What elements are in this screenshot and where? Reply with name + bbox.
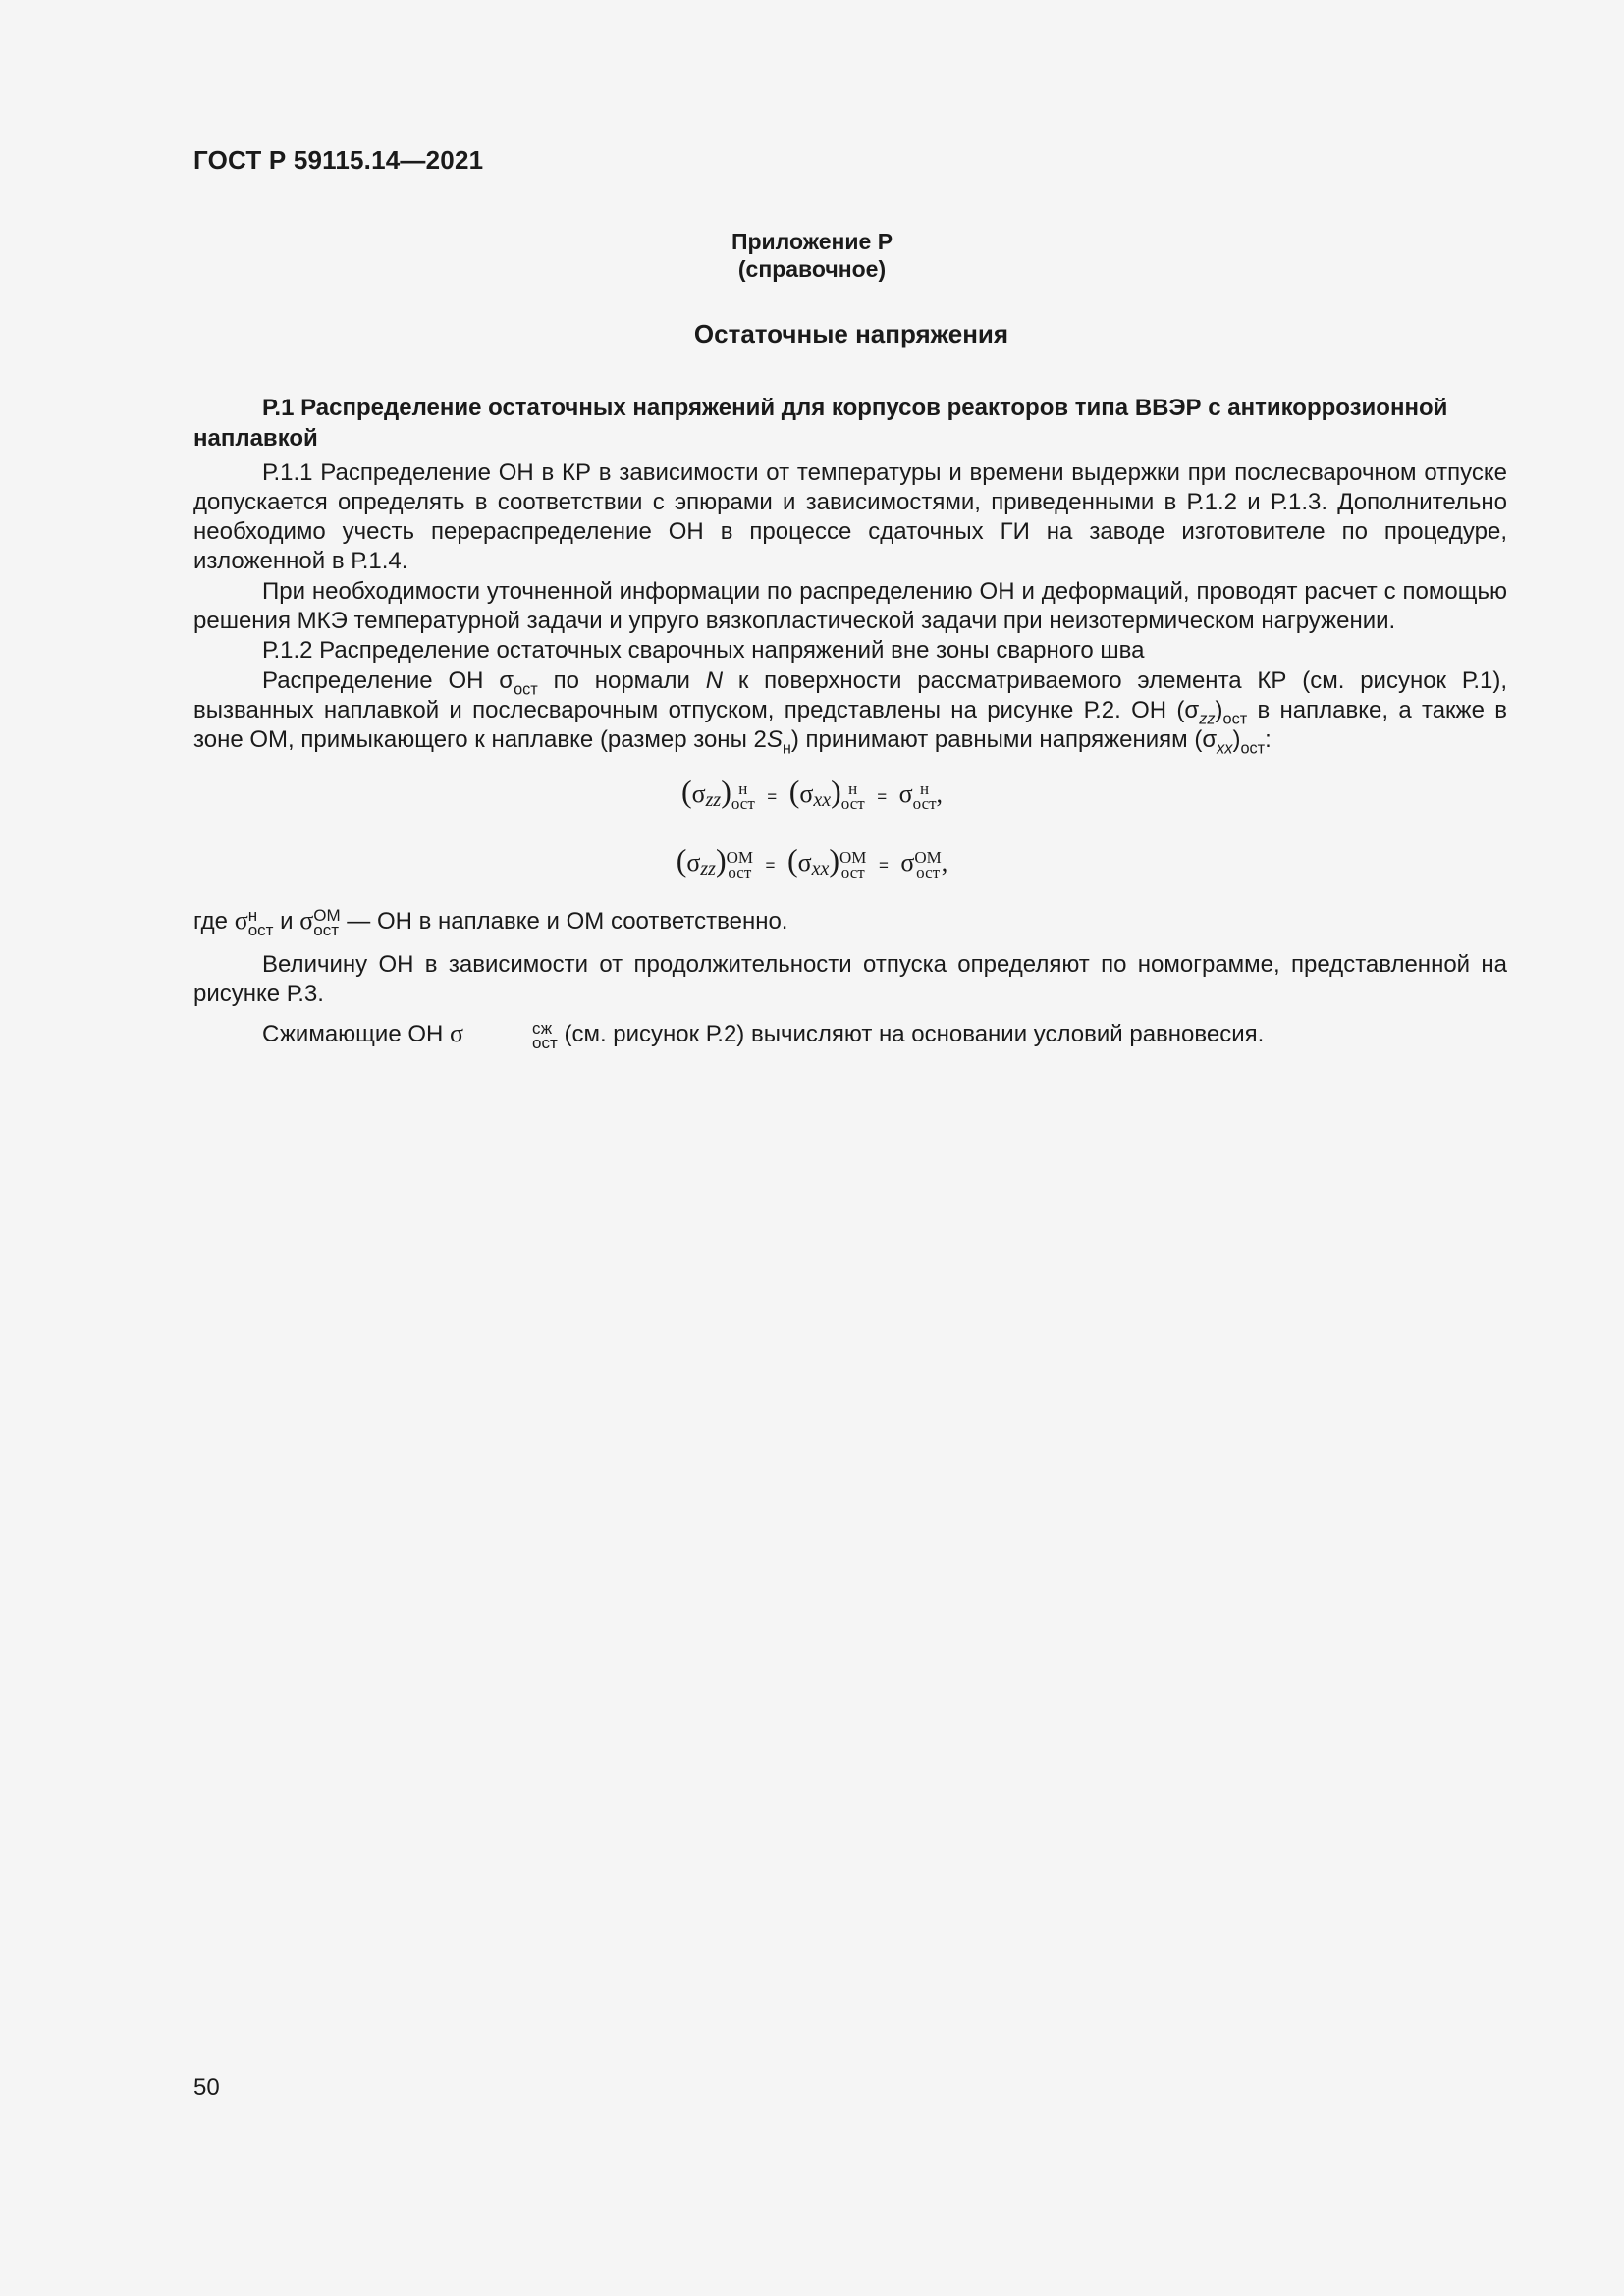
formula-base-metal: (σzz) ОМ ост = (σxx) ОМ ост = σ ОМ ост ,	[676, 842, 948, 882]
paragraph-compressive: Сжимающие ОН σ сж ост (см. рисунок Р.2) вычисляют на основании условий равновесия.	[262, 1018, 1265, 1052]
subsection-heading: Р.1 Распределение остаточных напряжений для корпусов реакторов типа ВВЭР с антикоррозионной наплавкой	[193, 395, 1448, 452]
paragraph-fem-calculation: При необходимости уточненной информации по распределению ОН и деформаций, проводят расчет с помощью решения МКЭ температурной задачи и упруго вязкопластической задачи при неизотермическом нагружении.	[193, 578, 1507, 634]
annex-title	[0, 228, 1624, 283]
annex-type: (справочное)	[737, 256, 887, 282]
paragraph-p1-1: Р.1.1 Распределение ОН в КР в зависимости от температуры и времени выдержки при послесварочном отпуске допускается определять в соответствии с эпюрами и зависимостями, приведенными в Р.1.2 и Р.1.3. Дополнительно необходимо учесть перераспределение ОН в процессе сдаточных ГИ на заводе изготовителе по процедуре, изложенной в Р.1.4.	[193, 459, 1507, 574]
standard-code-header: ГОСТ Р 59115.14—2021	[193, 145, 484, 175]
formula-cladding: (σzz) н ост = (σxx) н ост = σ н ост ,	[680, 774, 944, 814]
annex-label: Приложение Р	[731, 229, 893, 254]
section-title: Остаточные напряжения	[693, 319, 1009, 348]
paragraph-p1-2-heading: Р.1.2 Распределение остаточных сварочных напряжений вне зоны сварного шва	[262, 637, 1145, 664]
paragraph-stress-distribution: Распределение ОН $\sigma_{ост}$ по нормали N к поверхности рассматриваемого элемента КР (см. рисунок Р.1), вызванных наплавкой и послесварочным отпуском, представлены на рисунке Р.2. ОН $(\sigma_{zz})_{ост}$ в наплавке, а также в зоне ОМ, примыкающего к наплавке (размер зоны $2S_н$) принимают равными напряжениям $(\sigma_{xx})_{ост}$:	[193, 667, 1507, 758]
paragraph-where: где σ н ост и σ ОМ ост — ОН в наплавке и ОМ соответственно.	[193, 905, 788, 939]
page-number: 50	[193, 2074, 220, 2101]
paragraph-nomogram: Величину ОН в зависимости от продолжительности отпуска определяют по номограмме, представленной на рисунке Р.3.	[193, 951, 1507, 1007]
